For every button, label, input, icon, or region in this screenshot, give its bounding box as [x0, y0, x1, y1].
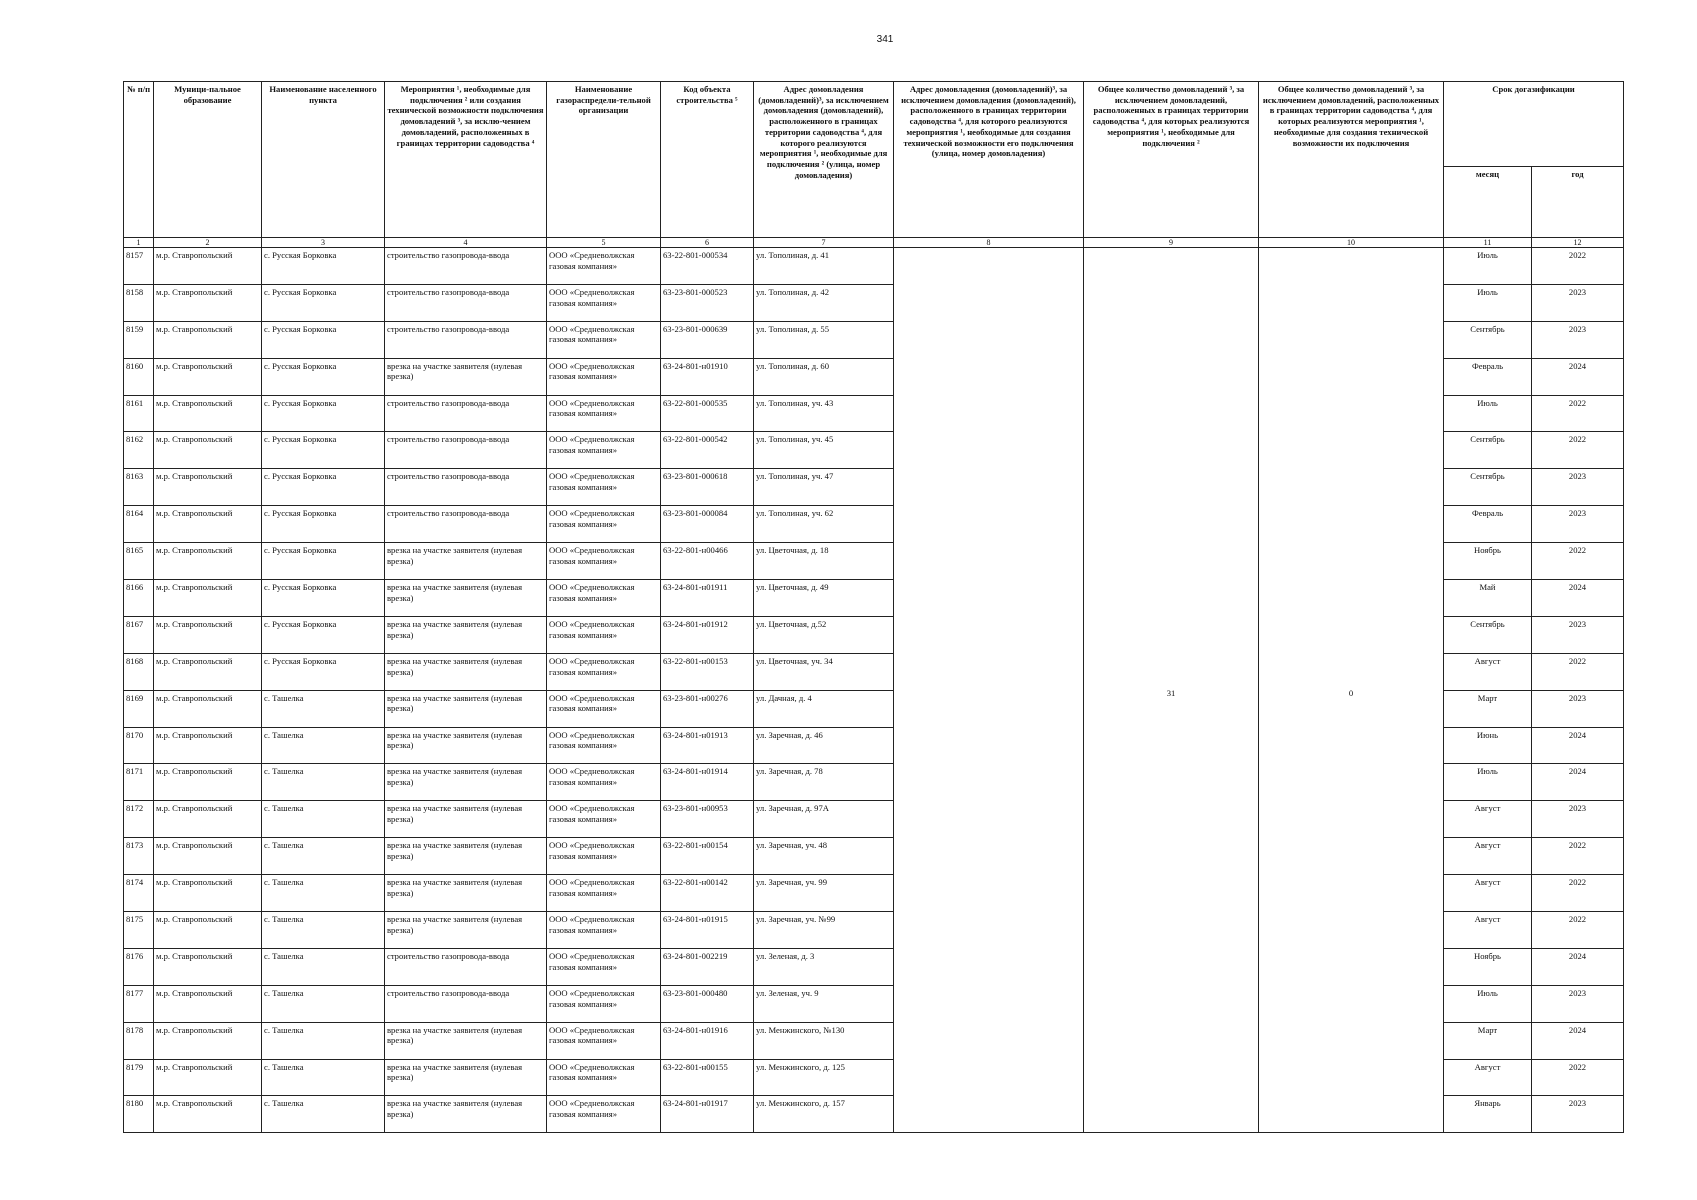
settlement-cell: с. Ташелка: [262, 1096, 385, 1133]
row-number: 8167: [124, 616, 154, 653]
header-municipality: Муници-пальное образование: [154, 82, 262, 238]
col-num: 9: [1084, 238, 1259, 248]
table-header: [124, 82, 1624, 248]
row-number: 8159: [124, 321, 154, 358]
municipality-cell: м.р. Ставропольский: [154, 801, 262, 838]
object-code-cell: 63-24-801-н01917: [661, 1096, 754, 1133]
settlement-cell: с. Ташелка: [262, 727, 385, 764]
month-cell: Август: [1444, 653, 1532, 690]
row-number: 8172: [124, 801, 154, 838]
measure-cell: строительство газопровода-ввода: [385, 432, 547, 469]
address-cell: ул. Заречная, уч. 99: [754, 875, 894, 912]
municipality-cell: м.р. Ставропольский: [154, 838, 262, 875]
municipality-cell: м.р. Ставропольский: [154, 321, 262, 358]
header-number: № п/п: [124, 82, 154, 238]
row-number: 8180: [124, 1096, 154, 1133]
gas-org-cell: ООО «Средневолжская газовая компания»: [547, 1059, 661, 1096]
gas-org-cell: ООО «Средневолжская газовая компания»: [547, 875, 661, 912]
address-cell: ул. Менжинского, д. 157: [754, 1096, 894, 1133]
settlement-cell: с. Русская Борковка: [262, 284, 385, 321]
col-num: 8: [894, 238, 1084, 248]
municipality-cell: м.р. Ставропольский: [154, 1096, 262, 1133]
municipality-cell: м.р. Ставропольский: [154, 948, 262, 985]
object-code-cell: 63-23-801-000084: [661, 506, 754, 543]
object-code-cell: 63-22-801-н00153: [661, 653, 754, 690]
measure-cell: врезка на участке заявителя (нулевая врезка): [385, 912, 547, 949]
gas-org-cell: ООО «Средневолжская газовая компания»: [547, 1096, 661, 1133]
month-cell: Июль: [1444, 395, 1532, 432]
municipality-cell: м.р. Ставропольский: [154, 506, 262, 543]
address-cell: ул. Заречная, уч. 48: [754, 838, 894, 875]
year-cell: 2023: [1532, 1096, 1624, 1133]
month-cell: Сентябрь: [1444, 432, 1532, 469]
gasification-table: [123, 81, 1624, 1133]
year-cell: 2024: [1532, 727, 1624, 764]
month-cell: Август: [1444, 1059, 1532, 1096]
total-tech-cell: 0: [1259, 248, 1444, 1133]
year-cell: 2023: [1532, 506, 1624, 543]
settlement-cell: с. Русская Борковка: [262, 580, 385, 617]
municipality-cell: м.р. Ставропольский: [154, 284, 262, 321]
gas-org-cell: ООО «Средневолжская газовая компания»: [547, 727, 661, 764]
year-cell: 2024: [1532, 358, 1624, 395]
address-cell: ул. Заречная, уч. №99: [754, 912, 894, 949]
col-num: 1: [124, 238, 154, 248]
row-number: 8171: [124, 764, 154, 801]
municipality-cell: м.р. Ставропольский: [154, 985, 262, 1022]
settlement-cell: с. Русская Борковка: [262, 653, 385, 690]
gas-org-cell: ООО «Средневолжская газовая компания»: [547, 616, 661, 653]
address-cell: ул. Тополиная, уч. 62: [754, 506, 894, 543]
row-number: 8176: [124, 948, 154, 985]
gas-org-cell: ООО «Средневолжская газовая компания»: [547, 321, 661, 358]
row-number: 8173: [124, 838, 154, 875]
municipality-cell: м.р. Ставропольский: [154, 432, 262, 469]
address-cell: ул. Менжинского, д. 125: [754, 1059, 894, 1096]
table-body: [124, 248, 1624, 1133]
row-number: 8179: [124, 1059, 154, 1096]
year-cell: 2023: [1532, 469, 1624, 506]
gas-org-cell: ООО «Средневолжская газовая компания»: [547, 948, 661, 985]
address-tech-cell: [894, 248, 1084, 1133]
measure-cell: врезка на участке заявителя (нулевая врезка): [385, 1096, 547, 1133]
measure-cell: строительство газопровода-ввода: [385, 395, 547, 432]
month-cell: Ноябрь: [1444, 948, 1532, 985]
measure-cell: врезка на участке заявителя (нулевая врезка): [385, 1059, 547, 1096]
header-total-tech: Общее количество домовладений ³, за исключением домовладений, расположенных в границах территории садоводства ⁴, для которых реализуются мероприятия ¹, необходимые для создания технической возможности их подключения: [1259, 82, 1444, 238]
header-year: год: [1532, 167, 1624, 238]
row-number: 8161: [124, 395, 154, 432]
object-code-cell: 63-22-801-н00466: [661, 543, 754, 580]
header-address-tech: Адрес домовладения (домовладений)³, за исключением домовладения (домовладений), расположенного в границах территории садоводства ⁴, для которого реализуются мероприятия ¹, необходимые для создания технической возможности его подключения (улица, номер домовладения): [894, 82, 1084, 238]
gas-org-cell: ООО «Средневолжская газовая компания»: [547, 543, 661, 580]
settlement-cell: с. Русская Борковка: [262, 616, 385, 653]
measure-cell: врезка на участке заявителя (нулевая врезка): [385, 1022, 547, 1059]
address-cell: ул. Дачная, д. 4: [754, 690, 894, 727]
address-cell: ул. Тополиная, д. 42: [754, 284, 894, 321]
measure-cell: врезка на участке заявителя (нулевая врезка): [385, 616, 547, 653]
year-cell: 2022: [1532, 395, 1624, 432]
settlement-cell: с. Русская Борковка: [262, 395, 385, 432]
row-number: 8177: [124, 985, 154, 1022]
year-cell: 2023: [1532, 690, 1624, 727]
year-cell: 2022: [1532, 543, 1624, 580]
row-number: 8160: [124, 358, 154, 395]
year-cell: 2023: [1532, 616, 1624, 653]
object-code-cell: 63-23-801-000639: [661, 321, 754, 358]
address-cell: ул. Цветочная, уч. 34: [754, 653, 894, 690]
address-cell: ул. Тополиная, уч. 45: [754, 432, 894, 469]
month-cell: Июль: [1444, 248, 1532, 285]
col-num: 11: [1444, 238, 1532, 248]
municipality-cell: м.р. Ставропольский: [154, 248, 262, 285]
settlement-cell: с. Ташелка: [262, 764, 385, 801]
object-code-cell: 63-22-801-000535: [661, 395, 754, 432]
municipality-cell: м.р. Ставропольский: [154, 912, 262, 949]
month-cell: Ноябрь: [1444, 543, 1532, 580]
address-cell: ул. Цветочная, д. 18: [754, 543, 894, 580]
col-num: 2: [154, 238, 262, 248]
address-cell: ул. Зеленая, д. 3: [754, 948, 894, 985]
municipality-cell: м.р. Ставропольский: [154, 1059, 262, 1096]
month-cell: Март: [1444, 690, 1532, 727]
address-cell: ул. Менжинского, №130: [754, 1022, 894, 1059]
year-cell: 2023: [1532, 321, 1624, 358]
object-code-cell: 63-23-801-000480: [661, 985, 754, 1022]
gas-org-cell: ООО «Средневолжская газовая компания»: [547, 469, 661, 506]
measure-cell: строительство газопровода-ввода: [385, 248, 547, 285]
object-code-cell: 63-22-801-н00155: [661, 1059, 754, 1096]
object-code-cell: 63-23-801-000618: [661, 469, 754, 506]
total-connect-cell: 31: [1084, 248, 1259, 1133]
object-code-cell: 63-24-801-н01915: [661, 912, 754, 949]
gas-org-cell: ООО «Средневолжская газовая компания»: [547, 1022, 661, 1059]
year-cell: 2022: [1532, 248, 1624, 285]
address-cell: ул. Тополиная, уч. 47: [754, 469, 894, 506]
municipality-cell: м.р. Ставропольский: [154, 653, 262, 690]
municipality-cell: м.р. Ставропольский: [154, 543, 262, 580]
address-cell: ул. Зеленая, уч. 9: [754, 985, 894, 1022]
year-cell: 2022: [1532, 432, 1624, 469]
row-number: 8168: [124, 653, 154, 690]
header-address-connect: Адрес домовладения (домовладений)³, за исключением домовладения (домовладений), расположенного в границах территории садоводства ⁴, для которого реализуются мероприятия ¹, необходимые для подключения ² (улица, номер домовладения): [754, 82, 894, 238]
settlement-cell: с. Русская Борковка: [262, 543, 385, 580]
col-num: 7: [754, 238, 894, 248]
municipality-cell: м.р. Ставропольский: [154, 616, 262, 653]
measure-cell: строительство газопровода-ввода: [385, 284, 547, 321]
settlement-cell: с. Ташелка: [262, 1022, 385, 1059]
measure-cell: строительство газопровода-ввода: [385, 321, 547, 358]
settlement-cell: с. Русская Борковка: [262, 506, 385, 543]
measure-cell: строительство газопровода-ввода: [385, 469, 547, 506]
col-num: 10: [1259, 238, 1444, 248]
object-code-cell: 63-23-801-000523: [661, 284, 754, 321]
object-code-cell: 63-24-801-н01910: [661, 358, 754, 395]
year-cell: 2024: [1532, 580, 1624, 617]
measure-cell: врезка на участке заявителя (нулевая врезка): [385, 801, 547, 838]
year-cell: 2022: [1532, 912, 1624, 949]
municipality-cell: м.р. Ставропольский: [154, 690, 262, 727]
col-num: 12: [1532, 238, 1624, 248]
gas-org-cell: ООО «Средневолжская газовая компания»: [547, 764, 661, 801]
header-settlement: Наименование населенного пункта: [262, 82, 385, 238]
measure-cell: врезка на участке заявителя (нулевая врезка): [385, 838, 547, 875]
municipality-cell: м.р. Ставропольский: [154, 875, 262, 912]
measure-cell: строительство газопровода-ввода: [385, 506, 547, 543]
row-number: 8165: [124, 543, 154, 580]
col-num: 4: [385, 238, 547, 248]
object-code-cell: 63-24-801-н01914: [661, 764, 754, 801]
gas-org-cell: ООО «Средневолжская газовая компания»: [547, 985, 661, 1022]
settlement-cell: с. Ташелка: [262, 985, 385, 1022]
header-measures: Мероприятия ¹, необходимые для подключения ² или создания технической возможности подключения домовладений ³, за исклю-чением домовладений, расположенных в границах территории садоводства ⁴: [385, 82, 547, 238]
address-cell: ул. Тополиная, уч. 43: [754, 395, 894, 432]
col-num: 5: [547, 238, 661, 248]
gas-org-cell: ООО «Средневолжская газовая компания»: [547, 284, 661, 321]
municipality-cell: м.р. Ставропольский: [154, 395, 262, 432]
month-cell: Июль: [1444, 764, 1532, 801]
object-code-cell: 63-24-801-н01913: [661, 727, 754, 764]
measure-cell: строительство газопровода-ввода: [385, 985, 547, 1022]
year-cell: 2024: [1532, 764, 1624, 801]
month-cell: Июнь: [1444, 727, 1532, 764]
row-number: 8162: [124, 432, 154, 469]
table-row: [124, 248, 1624, 285]
header-gas-org: Наименование газораспредели-тельной организации: [547, 82, 661, 238]
month-cell: Июль: [1444, 284, 1532, 321]
settlement-cell: с. Ташелка: [262, 1059, 385, 1096]
month-cell: Август: [1444, 875, 1532, 912]
settlement-cell: с. Ташелка: [262, 948, 385, 985]
settlement-cell: с. Ташелка: [262, 690, 385, 727]
measure-cell: врезка на участке заявителя (нулевая врезка): [385, 580, 547, 617]
object-code-cell: 63-22-801-000542: [661, 432, 754, 469]
settlement-cell: с. Ташелка: [262, 801, 385, 838]
object-code-cell: 63-22-801-н00142: [661, 875, 754, 912]
municipality-cell: м.р. Ставропольский: [154, 727, 262, 764]
row-number: 8163: [124, 469, 154, 506]
month-cell: Сентябрь: [1444, 616, 1532, 653]
year-cell: 2024: [1532, 948, 1624, 985]
address-cell: ул. Тополиная, д. 41: [754, 248, 894, 285]
year-cell: 2023: [1532, 801, 1624, 838]
municipality-cell: м.р. Ставропольский: [154, 469, 262, 506]
settlement-cell: с. Ташелка: [262, 838, 385, 875]
year-cell: 2022: [1532, 1059, 1624, 1096]
year-cell: 2024: [1532, 1022, 1624, 1059]
measure-cell: врезка на участке заявителя (нулевая врезка): [385, 764, 547, 801]
municipality-cell: м.р. Ставропольский: [154, 580, 262, 617]
object-code-cell: 63-22-801-000534: [661, 248, 754, 285]
measure-cell: строительство газопровода-ввода: [385, 948, 547, 985]
col-num: 6: [661, 238, 754, 248]
object-code-cell: 63-24-801-н01912: [661, 616, 754, 653]
gas-org-cell: ООО «Средневолжская газовая компания»: [547, 506, 661, 543]
gas-org-cell: ООО «Средневолжская газовая компания»: [547, 358, 661, 395]
page-number: 341: [876, 34, 894, 45]
settlement-cell: с. Русская Борковка: [262, 321, 385, 358]
settlement-cell: с. Русская Борковка: [262, 358, 385, 395]
year-cell: 2023: [1532, 284, 1624, 321]
month-cell: Февраль: [1444, 506, 1532, 543]
row-number: 8164: [124, 506, 154, 543]
address-cell: ул. Тополиная, д. 55: [754, 321, 894, 358]
measure-cell: врезка на участке заявителя (нулевая врезка): [385, 543, 547, 580]
municipality-cell: м.р. Ставропольский: [154, 764, 262, 801]
year-cell: 2022: [1532, 838, 1624, 875]
row-number: 8170: [124, 727, 154, 764]
gas-org-cell: ООО «Средневолжская газовая компания»: [547, 801, 661, 838]
settlement-cell: с. Ташелка: [262, 912, 385, 949]
address-cell: ул. Цветочная, д.52: [754, 616, 894, 653]
measure-cell: врезка на участке заявителя (нулевая врезка): [385, 727, 547, 764]
header-total-connect: Общее количество домовладений ³, за исключением домовладений, расположенных в границах территории садоводства ⁴, для которых реализуются мероприятия ¹, необходимые для подключения ²: [1084, 82, 1259, 238]
row-number: 8178: [124, 1022, 154, 1059]
gas-org-cell: ООО «Средневолжская газовая компания»: [547, 580, 661, 617]
gas-org-cell: ООО «Средневолжская газовая компания»: [547, 838, 661, 875]
measure-cell: врезка на участке заявителя (нулевая врезка): [385, 875, 547, 912]
gas-org-cell: ООО «Средневолжская газовая компания»: [547, 248, 661, 285]
year-cell: 2023: [1532, 985, 1624, 1022]
row-number: 8158: [124, 284, 154, 321]
gas-org-cell: ООО «Средневолжская газовая компания»: [547, 432, 661, 469]
measure-cell: врезка на участке заявителя (нулевая врезка): [385, 690, 547, 727]
month-cell: Февраль: [1444, 358, 1532, 395]
gas-org-cell: ООО «Средневолжская газовая компания»: [547, 395, 661, 432]
object-code-cell: 63-24-801-н01916: [661, 1022, 754, 1059]
month-cell: Май: [1444, 580, 1532, 617]
settlement-cell: с. Ташелка: [262, 875, 385, 912]
row-number: 8157: [124, 248, 154, 285]
row-number: 8174: [124, 875, 154, 912]
header-object-code: Код объекта строительства ⁵: [661, 82, 754, 238]
month-cell: Сентябрь: [1444, 469, 1532, 506]
col-num: 3: [262, 238, 385, 248]
settlement-cell: с. Русская Борковка: [262, 469, 385, 506]
row-number: 8175: [124, 912, 154, 949]
month-cell: Август: [1444, 801, 1532, 838]
month-cell: Март: [1444, 1022, 1532, 1059]
month-cell: Август: [1444, 912, 1532, 949]
header-deadline: Срок догазификации: [1444, 82, 1624, 167]
gas-org-cell: ООО «Средневолжская газовая компания»: [547, 912, 661, 949]
month-cell: Август: [1444, 838, 1532, 875]
municipality-cell: м.р. Ставропольский: [154, 358, 262, 395]
measure-cell: врезка на участке заявителя (нулевая врезка): [385, 358, 547, 395]
address-cell: ул. Тополиная, д. 60: [754, 358, 894, 395]
month-cell: Июль: [1444, 985, 1532, 1022]
year-cell: 2022: [1532, 653, 1624, 690]
month-cell: Январь: [1444, 1096, 1532, 1133]
address-cell: ул. Цветочная, д. 49: [754, 580, 894, 617]
municipality-cell: м.р. Ставропольский: [154, 1022, 262, 1059]
gas-org-cell: ООО «Средневолжская газовая компания»: [547, 653, 661, 690]
object-code-cell: 63-23-801-н00276: [661, 690, 754, 727]
address-cell: ул. Заречная, д. 78: [754, 764, 894, 801]
header-month: месяц: [1444, 167, 1532, 238]
object-code-cell: 63-22-801-н00154: [661, 838, 754, 875]
column-number-row: [124, 238, 1624, 248]
gas-org-cell: ООО «Средневолжская газовая компания»: [547, 690, 661, 727]
object-code-cell: 63-24-801-002219: [661, 948, 754, 985]
settlement-cell: с. Русская Борковка: [262, 432, 385, 469]
address-cell: ул. Заречная, д. 97А: [754, 801, 894, 838]
address-cell: ул. Заречная, д. 46: [754, 727, 894, 764]
measure-cell: врезка на участке заявителя (нулевая врезка): [385, 653, 547, 690]
row-number: 8169: [124, 690, 154, 727]
month-cell: Сентябрь: [1444, 321, 1532, 358]
object-code-cell: 63-24-801-н01911: [661, 580, 754, 617]
row-number: 8166: [124, 580, 154, 617]
settlement-cell: с. Русская Борковка: [262, 248, 385, 285]
object-code-cell: 63-23-801-н00953: [661, 801, 754, 838]
year-cell: 2022: [1532, 875, 1624, 912]
